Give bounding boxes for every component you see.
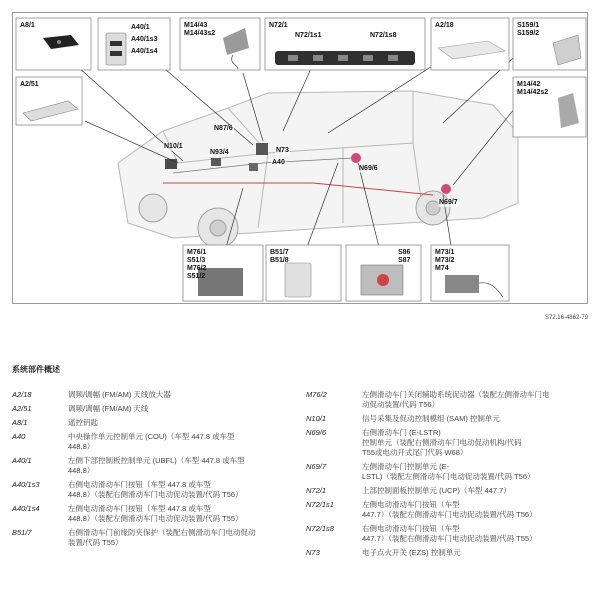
box-label-n72-1: N72/1 [269,22,288,29]
legend-code: A40/1 [12,456,32,465]
box-label-m73: M73/1 M73/2 M74 [435,249,455,272]
legend-description: 遥控钥匙 [68,418,98,427]
legend-row [12,418,302,428]
callout-n10-1: N10/1 [164,143,183,150]
legend-row [306,548,592,558]
legend-code: N69/6 [306,428,327,437]
legend-code: N72/1s8 [306,524,334,533]
legend-description: 左侧下部控制板控制单元 (UBFL)（车型 447.8 或车型 448.8） [68,456,245,475]
legend-row [306,500,592,520]
box-label-s86: S86 S87 [398,249,411,264]
legend-description: 电子点火开关 (EZS) 控制单元 [362,548,461,557]
box-label-a8-1: A8/1 [20,22,35,29]
callout-n69-7: N69/7 [439,199,458,206]
legend-row [306,428,592,458]
box-label-n72-1s1: N72/1s1 [295,32,322,39]
legend-code: N72/1s1 [306,500,334,509]
box-label-a2-51: A2/51 [20,81,39,88]
vehicle-illustration [13,13,589,305]
callout-n87-6: N87/6 [214,125,233,132]
legend-description: 左侧滑动车门控制单元 (E- LSTL)（装配左侧滑动车门电动促动装置/代码 T56） [362,462,535,481]
legend-row [12,480,302,500]
box-label-n72-1s8: N72/1s8 [370,32,397,39]
box-label-a40-1: A40/1 A40/1s3 A40/1s4 [131,24,158,55]
legend-right-column [306,390,592,562]
legend-code: N72/1 [306,486,327,495]
legend-left-column [12,390,302,552]
legend-code: A8/1 [12,418,28,427]
legend-code: A40/1s4 [12,504,40,513]
figure-id: S72.16-4862-79 [544,315,588,321]
legend-description: 中央操作单元控制单元 (COU)（车型 447.8 或车型 448.8） [68,432,235,451]
legend-code: N10/1 [306,414,327,423]
legend-row [12,432,302,452]
legend-code: M76/2 [306,390,327,399]
legend-description: 右侧滑动车门前缘防夹保护（装配右侧滑动车门电动促动 装置/代码 T55） [68,528,256,547]
legend-code: N69/7 [306,462,327,471]
legend-description: 信号采集及促动控制模组 (SAM) 控制单元 [362,414,500,423]
box-label-s159: S159/1 S159/2 [517,22,540,37]
legend-row [306,462,592,482]
legend-code: A40/1s3 [12,480,40,489]
legend-code: B51/7 [12,528,32,537]
box-label-b51: B51/7 B51/8 [270,249,289,264]
legend-description: 调频/调幅 (FM/AM) 天线 [68,404,149,413]
legend-row [12,528,302,548]
legend-code: N73 [306,548,320,557]
legend-row [306,524,592,544]
legend-code: A2/18 [12,390,32,399]
callout-a40: A40 [272,159,285,166]
legend-description: 左侧电动滑动车门按钮（车型 447.7）（装配左侧滑动车门电动促动装置/代码 T56） [362,500,537,519]
system-diagram [12,12,588,304]
vehicle-outline [118,91,518,238]
callout-n69-6: N69/6 [359,165,378,172]
legend-description: 调频/调幅 (FM/AM) 天线放大器 [68,390,171,399]
box-label-m14-43: M14/43 M14/43s2 [184,22,216,37]
box-label-m14-42: M14/42 M14/42s2 [517,81,549,96]
legend-code: A40 [12,432,26,441]
legend-description: 左侧滑动车门关闭辅助系统促动器（装配左侧滑动车门电 动促动装置/代码 T56） [362,390,550,409]
section-title: 系统部件概述 [12,365,60,374]
legend-description: 左侧电动滑动车门按钮（车型 447.8 或车型 448.8）（装配左侧滑动车门电动促动装置/代码 T55） [68,504,243,523]
legend-row [306,390,592,410]
legend-row [306,414,592,424]
callout-n93-4: N93/4 [210,149,229,156]
callout-n73: N73 [276,147,289,154]
legend-code: A2/51 [12,404,32,413]
legend-description: 上部控制面板控制单元 (UCP)（车型 447.7） [362,486,511,495]
legend-row [12,404,302,414]
legend-row [12,390,302,400]
box-label-m76: M76/1 S51/3 M76/2 S51/2 [187,249,207,280]
legend-row [306,486,592,496]
legend-row [12,504,302,524]
box-label-a2-18: A2/18 [435,22,454,29]
legend-description: 右侧滑动车门 (E-LSTR) 控制单元（装配右侧滑动车门电动促动机构/代码 T55或电动开式尾门代码 W68） [362,428,522,457]
legend-description: 右侧电动滑动车门按钮（车型 447.8 或车型 448.8）（装配右侧滑动车门电动促动装置/代码 T56） [68,480,243,499]
legend-description: 右侧电动滑动车门按钮（车型 447.7）（装配右侧滑动车门电动促动装置/代码 T55） [362,524,537,543]
legend-row [12,456,302,476]
